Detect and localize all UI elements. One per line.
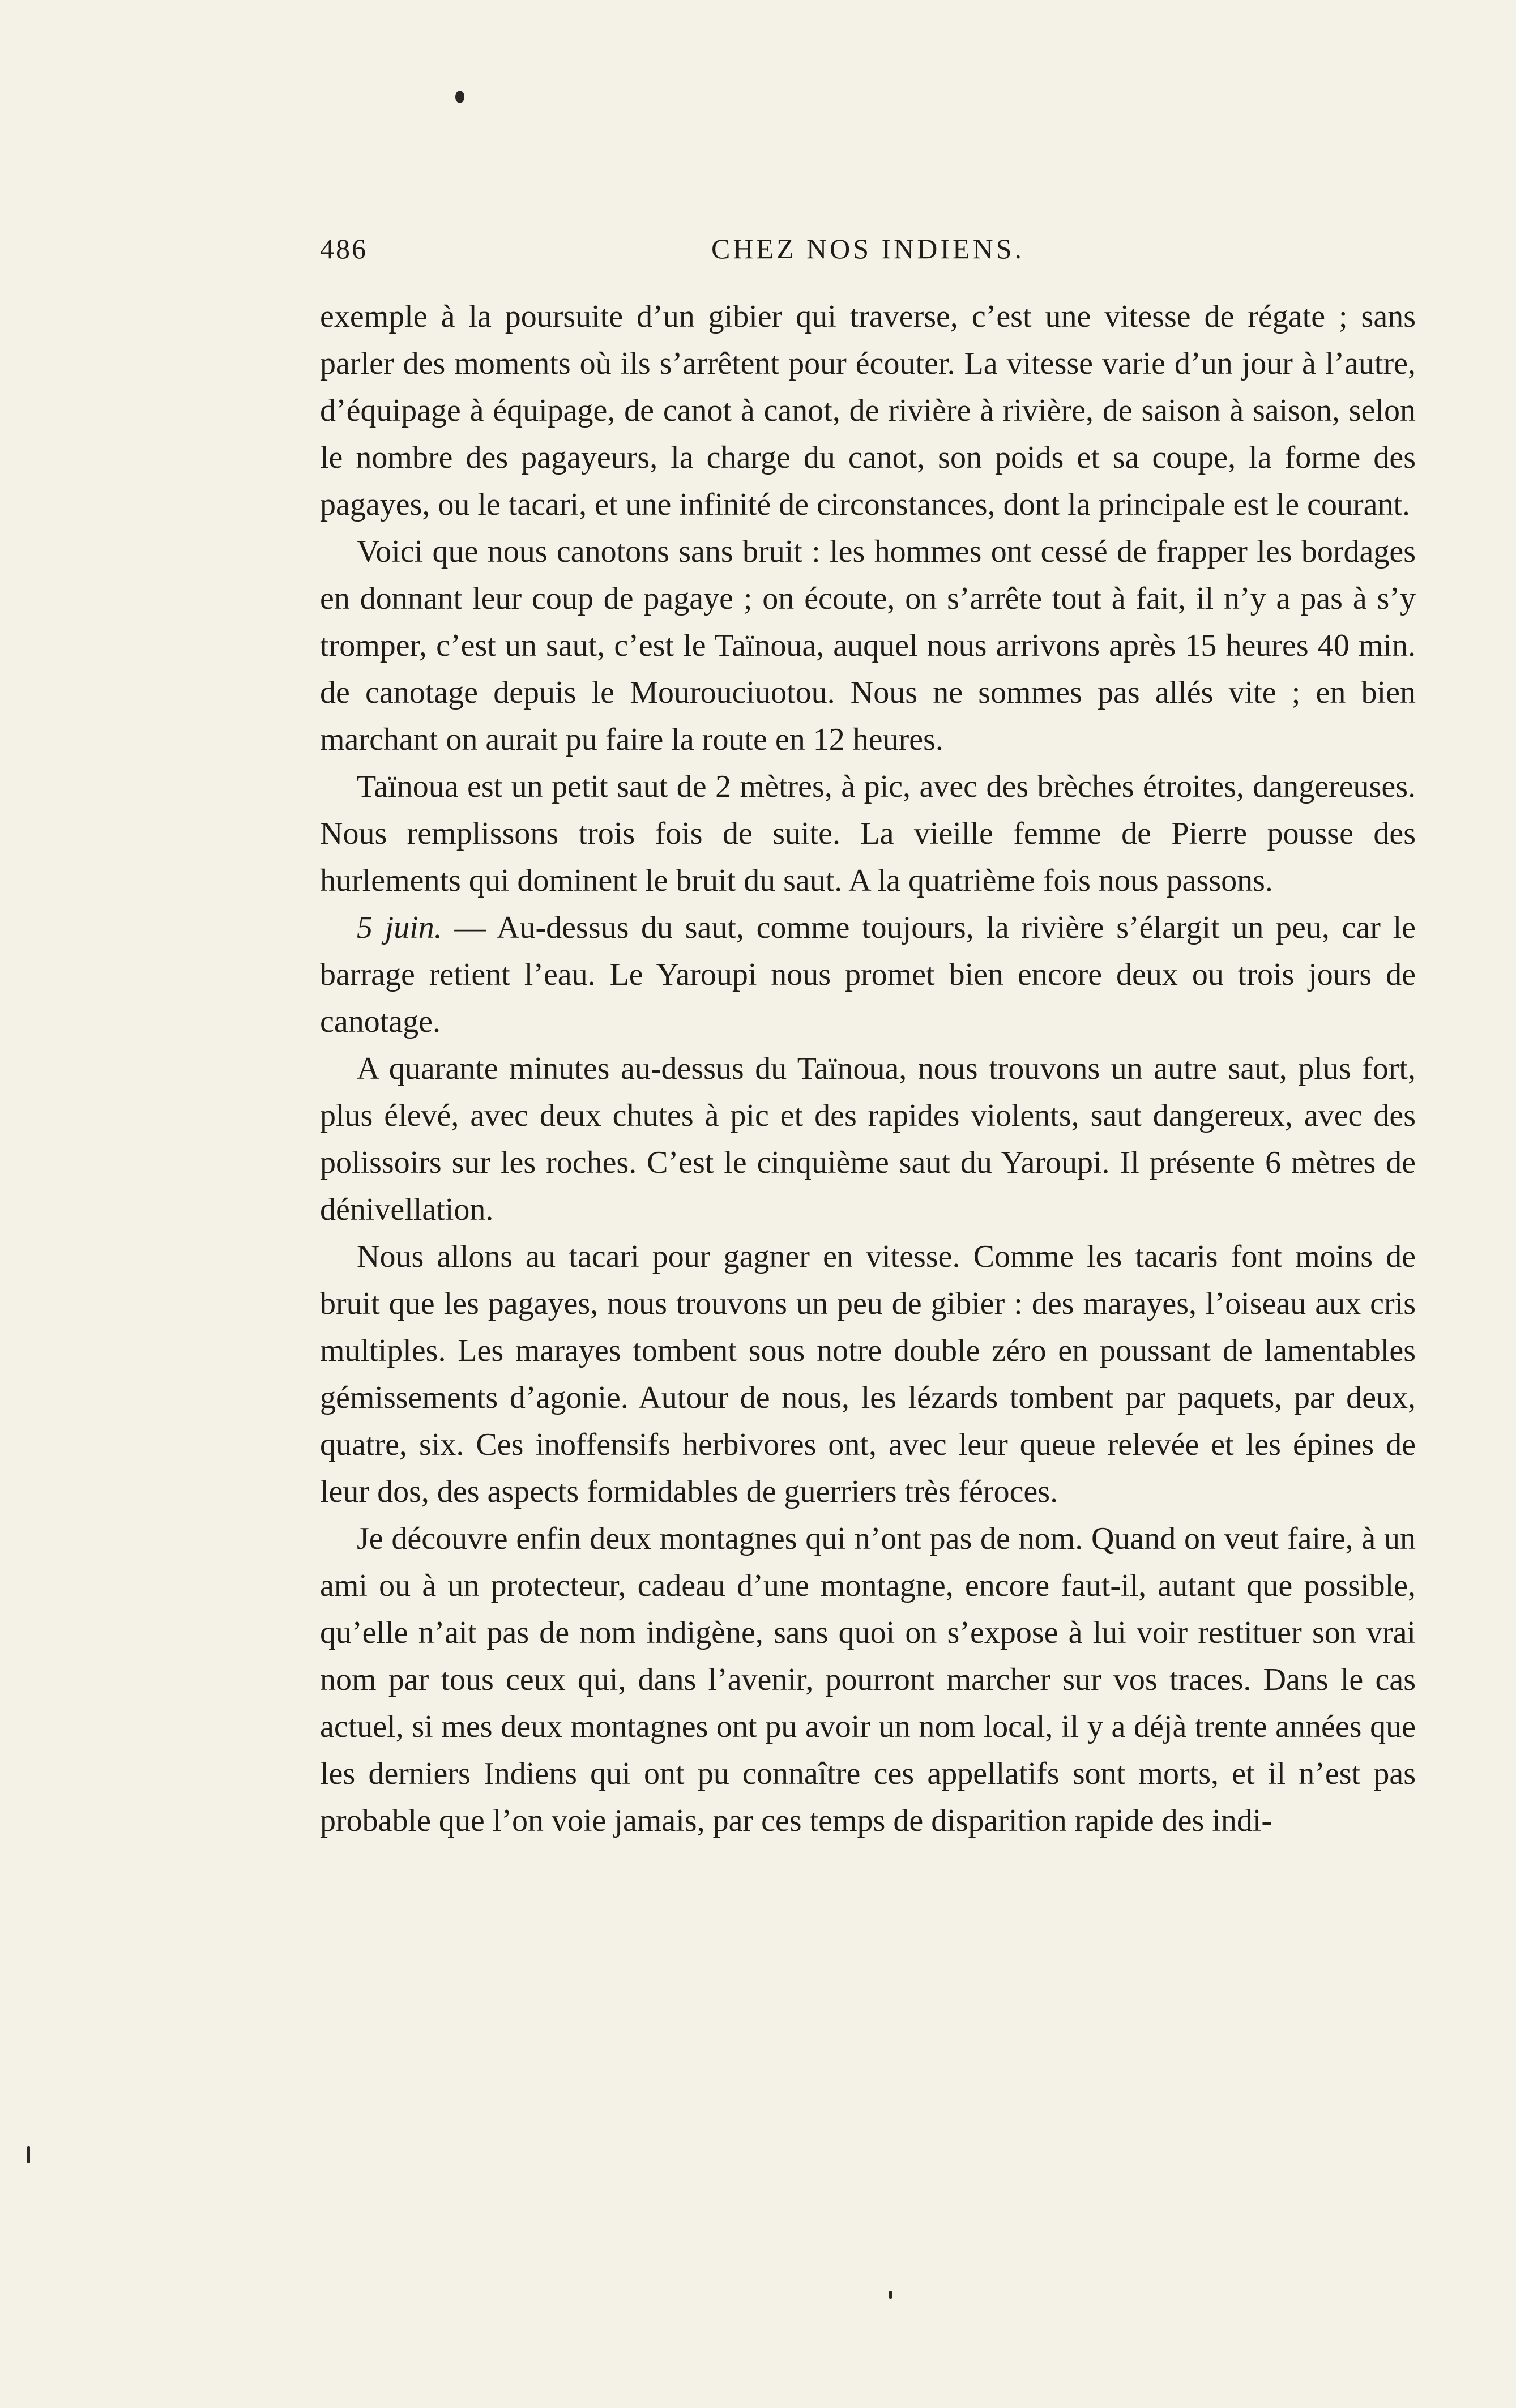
paragraph: A quarante minutes au-dessus du Taïnoua, nous trouvons un autre saut, plus fort, plus élevé, avec deux chutes à pic et des rapides violents, saut dangereux, avec des polissoirs sur les roches. C’est le cinquième saut du Yaroupi. Il présente 6 mètres de dénivellation. — [320, 1051, 1416, 1227]
ink-speck — [889, 2291, 892, 2299]
date-label: 5 juin. — [357, 910, 442, 945]
ink-speck — [27, 2146, 30, 2163]
running-title: CHEZ NOS INDIENS. — [711, 233, 1025, 264]
body-text — [320, 293, 1416, 1845]
page-number: 486 — [320, 233, 368, 264]
page-header — [320, 232, 1416, 272]
paragraph: Nous allons au tacari pour gagner en vitesse. Comme les tacaris font moins de bruit que les pagayes, nous trouvons un peu de gibier : des marayes, l’oiseau aux cris multiples. Les marayes tombent sous notre double zéro en poussant de lamentables gémissements d’agonie. Autour de nous, les lézards tombent par paquets, par deux, quatre, six. Ces inoffensifs herbivores ont, avec leur queue relevée et les épines de leur dos, des aspects formidables de guerriers très féroces. — [320, 1239, 1416, 1509]
paragraph: Taïnoua est un petit saut de 2 mètres, à pic, avec des brèches étroites, dangereuses. Nous remplissons trois fois de suite. La vieille femme de Pierre pousse des hurlements qui dominent le bruit du saut. A la quatrième fois nous passons. — [320, 769, 1416, 898]
ink-speck — [455, 91, 464, 103]
paragraph: Voici que nous canotons sans bruit : les hommes ont cessé de frapper les bordages en donnant leur coup de pagaye ; on écoute, on s’arrête tout à fait, il n’y a pas à s’y tromper, c’est un saut, c’est le Taïnoua, auquel nous arrivons après 15 heures 40 min. de canotage depuis le Mourouciuotou. Nous ne sommes pas allés vite ; en bien marchant on aurait pu faire la route en 12 heures. — [320, 534, 1416, 757]
paragraph — [320, 904, 1416, 1045]
paragraph: exemple à la poursuite d’un gibier qui traverse, c’est une vitesse de régate ; sans parler des moments où ils s’arrêtent pour écouter. La vitesse varie d’un jour à l’autre, d’équipage à équipage, de canot à canot, de rivière à rivière, de saison à saison, selon le nombre des pagayeurs, la charge du canot, son poids et sa coupe, la forme des pagayes, ou le tacari, et une infinité de circonstances, dont la principale est le courant. — [320, 299, 1416, 522]
paragraph: Je découvre enfin deux montagnes qui n’ont pas de nom. Quand on veut faire, à un ami ou à un protecteur, cadeau d’une montagne, encore faut-il, autant que possible, qu’elle n’ait pas de nom indigène, sans quoi on s’expose à lui voir restituer son vrai nom par tous ceux qui, dans l’avenir, pourront marcher sur vos traces. Dans le cas actuel, si mes deux montagnes ont pu avoir un nom local, il y a déjà trente années que les derniers Indiens qui ont pu connaître ces appellatifs sont morts, et il n’est pas probable que l’on voie jamais, par ces temps de disparition rapide des indi- — [320, 1521, 1416, 1838]
paragraph-text: — Au-dessus du saut, comme toujours, la rivière s’élargit un peu, car le barrage retient l’eau. Le Yaroupi nous promet bien encore deux ou trois jours de canotage. — [320, 910, 1416, 1039]
